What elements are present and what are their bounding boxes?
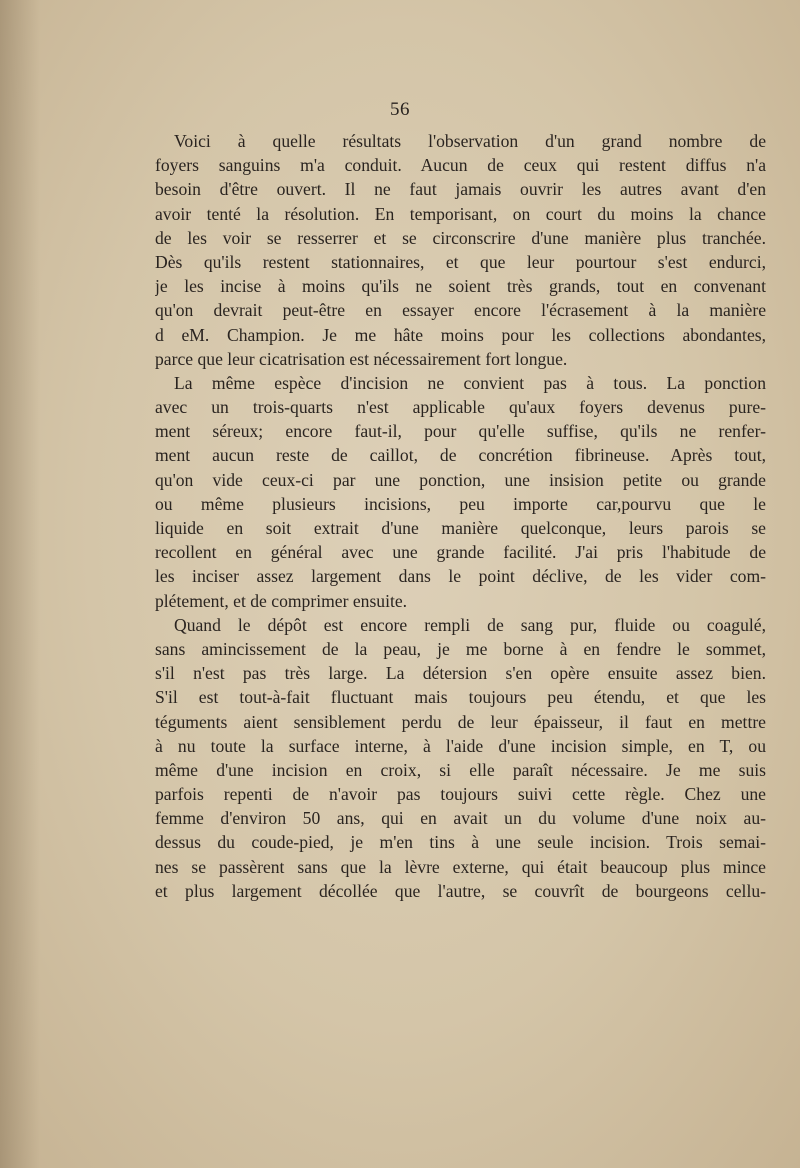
text-line: les inciser assez largement dans le point déclive, de les vider com-: [155, 566, 766, 587]
text-line: parfois repenti de n'avoir pas toujours suivi cette règle. Chez une: [155, 784, 766, 805]
text-line: femme d'environ 50 ans, qui en avait un du volume d'une noix au-: [155, 808, 766, 829]
page-number: 56: [390, 99, 410, 120]
text-line: à nu toute la surface interne, à l'aide d'une incision simple, en T, ou: [155, 735, 766, 756]
text-line: s'il n'est pas très large. La détersion s'en opère ensuite assez bien.: [155, 663, 766, 684]
text-line: avoir tenté la résolution. En temporisant, on court du moins la chance: [155, 203, 766, 224]
text-line: besoin d'être ouvert. Il ne faut jamais ouvrir les autres avant d'en: [155, 179, 766, 200]
text-line: nes se passèrent sans que la lèvre externe, qui était beaucoup plus mince: [155, 856, 766, 877]
text-line: recollent en général avec une grande facilité. J'ai pris l'habitude de: [155, 542, 766, 563]
text-line: je les incise à moins qu'ils ne soient très grands, tout en convenant: [155, 276, 766, 297]
text-line: qu'on devrait peut-être en essayer encore l'écrasement à la manière: [155, 300, 766, 321]
text-line: S'il est tout-à-fait fluctuant mais toujours peu étendu, et que les: [155, 687, 766, 708]
text-line: liquide en soit extrait d'une manière quelconque, leurs parois se: [155, 518, 766, 538]
body-text: [155, 129, 766, 903]
text-line: dessus du coude-pied, je m'en tins à une seule incision. Trois semai-: [155, 832, 766, 853]
text-line: même d'une incision en croix, si elle paraît nécessaire. Je me suis: [155, 759, 766, 780]
text-line: sans amincissement de la peau, je me borne à en fendre le sommet,: [155, 638, 766, 659]
text-line: téguments aient sensiblement perdu de leur épaisseur, il faut en mettre: [155, 711, 766, 732]
text-line: ment aucun reste de caillot, de concrétion fibrineuse. Après tout,: [155, 445, 766, 466]
text-line: foyers sanguins m'a conduit. Aucun de ceux qui restent diffus n'a: [155, 155, 766, 176]
text-line: Quand le dépôt est encore rempli de sang pur, fluide ou coagulé,: [174, 614, 766, 635]
text-line: parce que leur cicatrisation est nécessairement fort longue.: [155, 348, 568, 369]
text-line: de les voir se resserrer et se circonscrire d'une manière plus tranchée.: [155, 227, 766, 248]
text-line: La même espèce d'incision ne convient pas à tous. La ponction: [174, 372, 766, 393]
text-line: et plus largement décollée que l'autre, se couvrît de bourgeons cellu-: [155, 880, 766, 901]
text-line: Dès qu'ils restent stationnaires, et que leur pourtour s'est endurci,: [155, 251, 766, 272]
text-line: plétement, et de comprimer ensuite.: [155, 590, 408, 611]
text-line: ment séreux; encore faut-il, pour qu'elle suffise, qu'ils ne renfer-: [155, 421, 766, 442]
text-line: qu'on vide ceux-ci par une ponction, une insision petite ou grande: [155, 469, 766, 490]
text-line: ou même plusieurs incisions, peu importe car,pourvu que le: [155, 493, 766, 514]
text-line: Voici à quelle résultats l'observation d'un grand nombre de: [174, 131, 766, 151]
text-line: d eM. Champion. Je me hâte moins pour les collections abondantes,: [155, 324, 766, 345]
text-line: avec un trois-quarts n'est applicable qu'aux foyers devenus pure-: [155, 397, 766, 418]
